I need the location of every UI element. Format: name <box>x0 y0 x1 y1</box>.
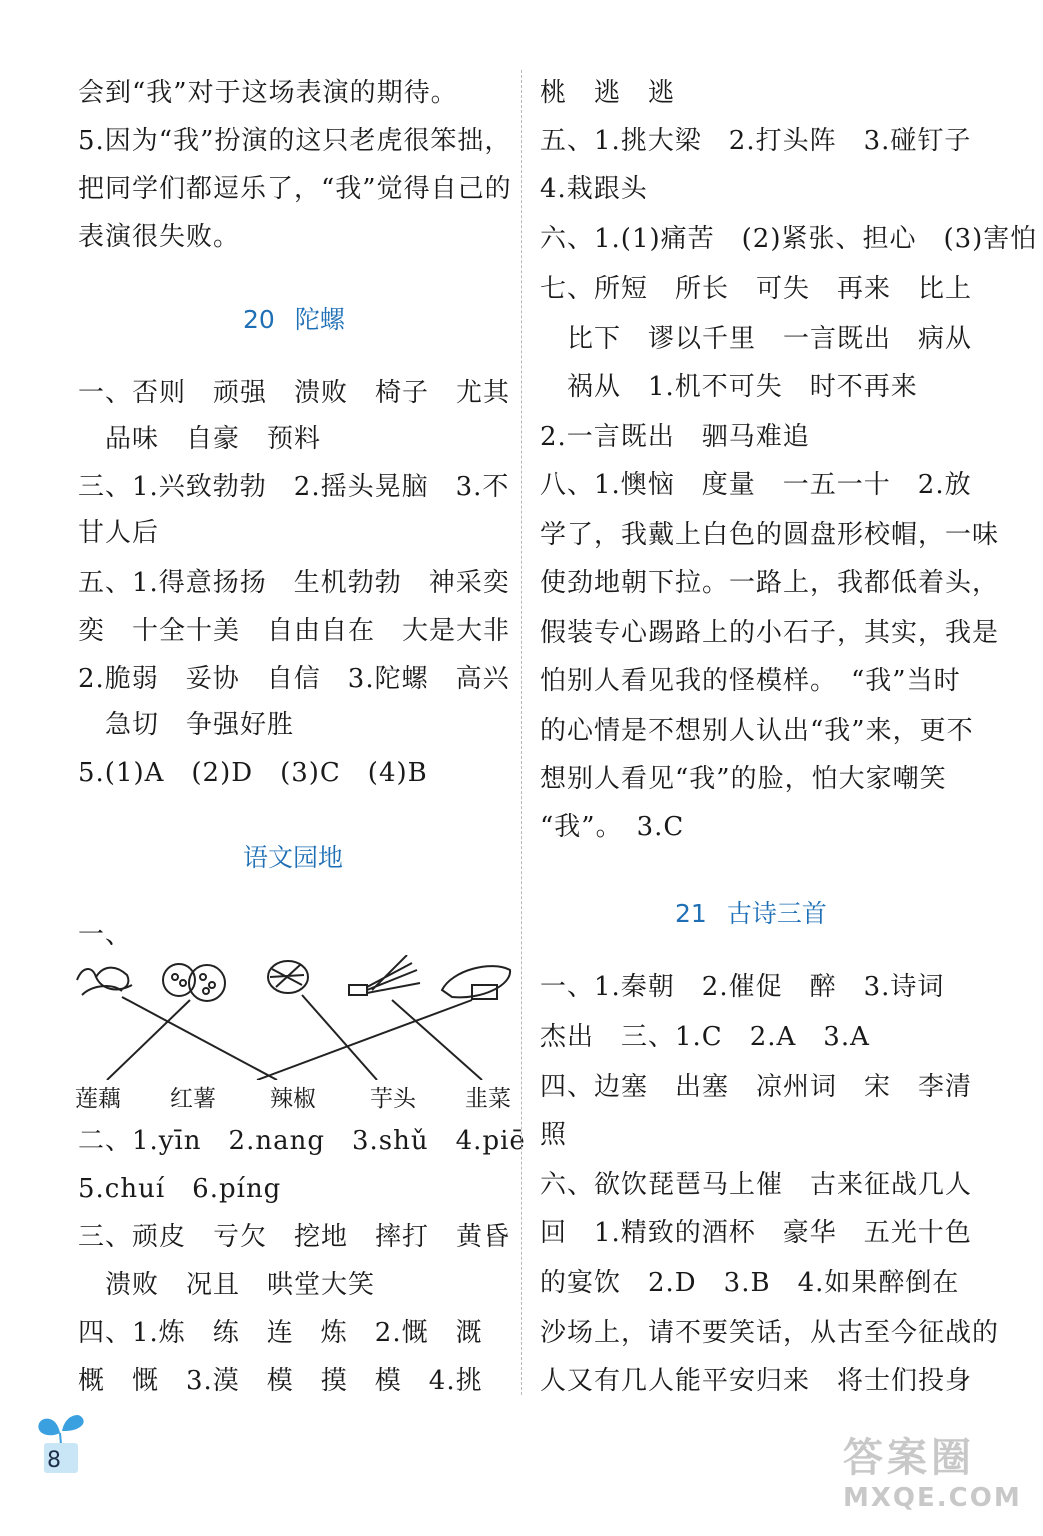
answer-line: 把同学们都逗乐了，“我”觉得自己的 <box>78 174 512 204</box>
section-number: 20 <box>243 305 275 334</box>
section-number: 21 <box>675 899 707 928</box>
answer-line: 四、1.炼 练 连 炼 2.慨 溉 <box>78 1318 483 1348</box>
answer-line: 比下 谬以千里 一言既出 病从 <box>540 324 973 354</box>
answer-line: 七、所短 所长 可失 再来 比上 <box>540 274 973 304</box>
answer-line: 回 1.精致的酒杯 豪华 五光十色 <box>540 1218 972 1248</box>
answer-line: 奕 十全十美 自由自在 大是大非 <box>78 616 511 646</box>
section-heading-21 <box>675 894 827 930</box>
answer-line: 使劲地朝下拉。一路上，我都低着头， <box>540 568 1000 598</box>
answer-line: 二、1.yīn 2.nang 3.shǔ 4.piē <box>78 1126 526 1156</box>
column-divider <box>521 70 522 1395</box>
answer-line: 六、1.(1)痛苦 (2)紧张、担心 (3)害怕 <box>540 224 1038 254</box>
sweet-potato-icon <box>442 966 510 999</box>
answer-line: 桃 逃 逃 <box>540 78 676 108</box>
answer-line: 品味 自豪 预料 <box>78 424 322 454</box>
answer-line: 学了，我戴上白色的圆盘形校帽，一味 <box>540 520 1000 550</box>
answer-line: 急切 争强好胜 <box>78 710 295 740</box>
answer-line: 沙场上，请不要笑话，从古至今征战的 <box>540 1318 1000 1348</box>
answer-line: 四、边塞 出塞 凉州词 宋 李清 <box>540 1072 973 1102</box>
veg-label: 红薯 <box>170 1086 216 1112</box>
answer-line: 的宴饮 2.D 3.B 4.如果醉倒在 <box>540 1268 960 1298</box>
answer-line: 甘人后 <box>78 518 160 548</box>
veg-label: 韭菜 <box>465 1086 511 1112</box>
answer-line: 5.chuí 6.píng <box>78 1174 282 1204</box>
answer-line: 五、1.得意扬扬 生机勃勃 神采奕 <box>78 568 510 598</box>
answer-line: 祸从 1.机不可失 时不再来 <box>540 372 918 402</box>
veg-label: 芋头 <box>370 1086 416 1112</box>
answer-line: 一、否则 顽强 溃败 椅子 尤其 <box>78 378 511 408</box>
veg-label: 莲藕 <box>75 1086 121 1112</box>
answer-line: 想别人看见“我”的脸，怕大家嘲笑 <box>540 764 947 794</box>
answer-line: 5.因为“我”扮演的这只老虎很笨拙， <box>78 126 512 156</box>
section-heading-20 <box>243 300 345 336</box>
answer-line: 概 慨 3.漠 模 摸 模 4.挑 <box>78 1366 483 1396</box>
answer-line: 会到“我”对于这场表演的期待。 <box>78 78 458 108</box>
answer-line: “我”。 3.C <box>540 812 685 842</box>
lotus-root-icon <box>163 964 225 1001</box>
answer-line: 的心情是不想别人认出“我”来，更不 <box>540 716 974 746</box>
answer-line: 三、1.兴致勃勃 2.摇头晃脑 3.不 <box>78 472 510 502</box>
matching-lines <box>107 995 482 1080</box>
section-title: 陀螺 <box>294 305 345 334</box>
answer-line: 4.栽跟头 <box>540 174 648 204</box>
answer-line: 三、顽皮 亏欠 挖地 摔打 黄昏 <box>78 1222 511 1252</box>
watermark-url: MXQE.COM <box>843 1483 1022 1513</box>
vegetable-matching-figure <box>72 955 517 1080</box>
answer-line: 八、1.懊恼 度量 一五一十 2.放 <box>540 470 972 500</box>
section-title: 语文园地 <box>243 843 344 872</box>
answer-line: 5.(1)A (2)D (3)C (4)B <box>78 758 428 788</box>
section-title: 古诗三首 <box>726 899 827 928</box>
watermark-logo <box>843 1426 1023 1516</box>
chives-icon <box>349 955 420 995</box>
taro-icon <box>268 961 308 993</box>
page-number: 8 <box>47 1448 61 1473</box>
answer-line: 一、 <box>78 920 133 950</box>
answer-line: 2.一言既出 驷马难追 <box>540 422 810 452</box>
answer-line: 溃败 况且 哄堂大笑 <box>78 1270 376 1300</box>
answer-line: 2.脆弱 妥协 自信 3.陀螺 高兴 <box>78 664 510 694</box>
section-heading-yuwen <box>243 838 343 874</box>
answer-line: 五、1.挑大梁 2.打头阵 3.碰钉子 <box>540 126 972 156</box>
chili-icon <box>77 968 132 995</box>
answer-line: 照 <box>540 1120 568 1150</box>
answer-line: 人又有几人能平安归来 将士们投身 <box>540 1366 973 1396</box>
watermark-text: 答案圈 <box>843 1435 975 1481</box>
answer-line: 表演很失败。 <box>78 222 241 252</box>
answer-line: 怕别人看见我的怪模样。 “我”当时 <box>540 666 961 696</box>
veg-label: 辣椒 <box>270 1086 316 1112</box>
answer-line: 假装专心踢路上的小石子，其实，我是 <box>540 618 1000 648</box>
answer-line: 一、1.秦朝 2.催促 醉 3.诗词 <box>540 972 945 1002</box>
answer-line: 六、欲饮琵琶马上催 古来征战几人 <box>540 1170 973 1200</box>
answer-line: 杰出 三、1.C 2.A 3.A <box>540 1022 870 1052</box>
